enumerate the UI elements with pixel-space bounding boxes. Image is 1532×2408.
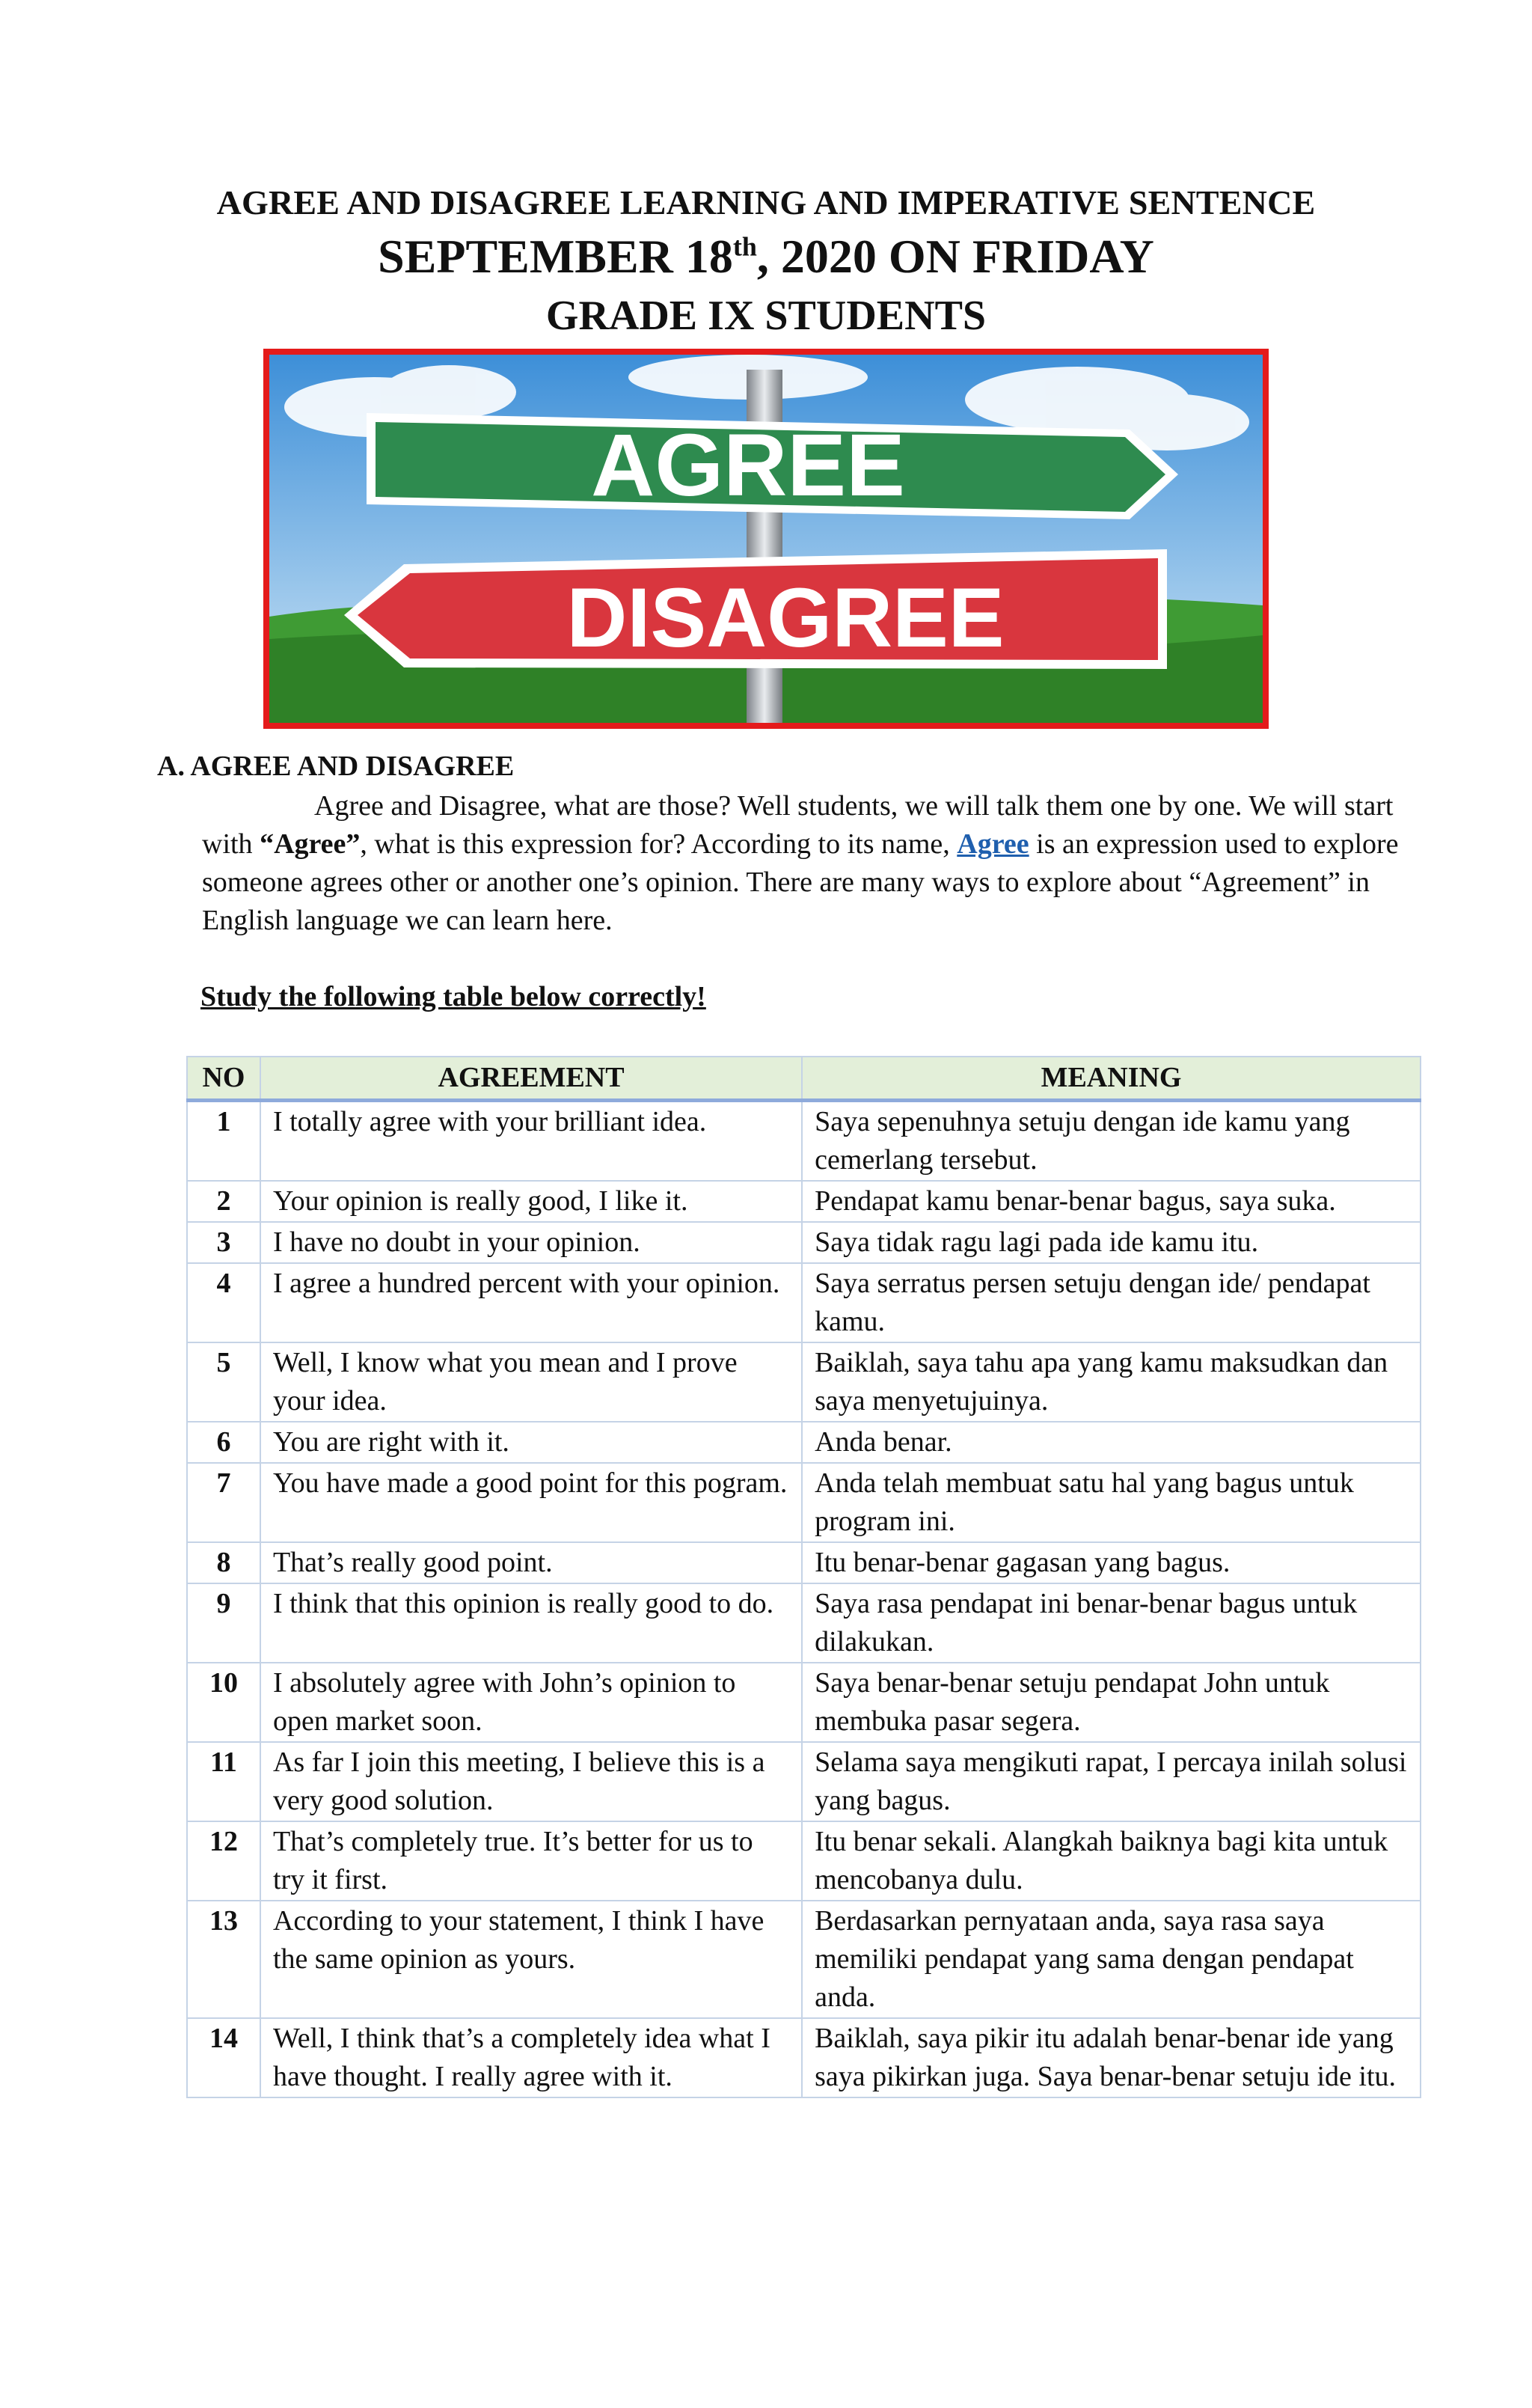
date-text: SEPTEMBER 18 [378,230,733,283]
cell-meaning: Saya sepenuhnya setuju dengan ide kamu yang cemerlang tersebut. [802,1101,1421,1182]
date-suffix: , 2020 ON FRIDAY [756,230,1154,283]
cell-no: 10 [187,1663,260,1742]
cell-agreement: I absolutely agree with John’s opinion to open market soon. [260,1663,802,1742]
document-title: AGREE AND DISAGREE LEARNING AND IMPERATIVE SENTENCE [216,183,1316,221]
cell-no: 6 [187,1422,260,1463]
cell-agreement: You are right with it. [260,1422,802,1463]
disagree-sign [344,549,1167,669]
cell-no: 14 [187,2018,260,2097]
table-row [187,1821,1421,1901]
section-heading: A. AGREE AND DISAGREE [157,751,515,782]
cell-meaning: Saya serratus persen setuju dengan ide/ pendapat kamu. [802,1263,1421,1342]
table-row [187,1342,1421,1422]
table-row [187,1742,1421,1821]
table-row [187,1463,1421,1542]
table-row [187,1583,1421,1663]
cell-agreement: I totally agree with your brilliant idea. [260,1101,802,1182]
cell-agreement: As far I join this meeting, I believe this is a very good solution. [260,1742,802,1821]
intro-text-2: , what is this expression for? According to its name, [360,828,958,860]
cell-no: 5 [187,1342,260,1422]
cell-agreement: You have made a good point for this pogram. [260,1463,802,1542]
cell-meaning: Anda benar. [802,1422,1421,1463]
table-header-row [187,1057,1421,1101]
cell-no: 4 [187,1263,260,1342]
cell-meaning: Pendapat kamu benar-benar bagus, saya suka. [802,1181,1421,1222]
agree-disagree-banner [263,349,1269,729]
agree-sign [367,413,1178,519]
header-no: NO [187,1057,260,1101]
cell-meaning: Berdasarkan pernyataan anda, saya rasa saya memiliki pendapat yang sama dengan pendapat anda. [802,1901,1421,2018]
agreement-table [186,1056,1421,2098]
cell-agreement: That’s really good point. [260,1542,802,1583]
cell-agreement: I think that this opinion is really good to do. [260,1583,802,1663]
cell-meaning: Selama saya mengikuti rapat, I percaya inilah solusi yang bagus. [802,1742,1421,1821]
intro-bold: “Agree” [260,828,361,860]
cell-meaning: Saya tidak ragu lagi pada ide kamu itu. [802,1222,1421,1263]
cell-no: 12 [187,1821,260,1901]
agree-link[interactable]: Agree [957,828,1029,860]
cell-no: 11 [187,1742,260,1821]
table-row [187,1222,1421,1263]
signpost-illustration [269,355,1263,723]
document-date [0,229,1532,284]
agree-sign-label: AGREE [591,416,905,515]
table-row [187,1101,1421,1182]
cell-meaning: Anda telah membuat satu hal yang bagus untuk program ini. [802,1463,1421,1542]
cell-no: 8 [187,1542,260,1583]
cell-meaning: Saya benar-benar setuju pendapat John untuk membuka pasar segera. [802,1663,1421,1742]
cell-meaning: Itu benar sekali. Alangkah baiknya bagi kita untuk mencobanya dulu. [802,1821,1421,1901]
cell-agreement: Well, I think that’s a completely idea what I have thought. I really agree with it. [260,2018,802,2097]
table-row [187,2018,1421,2097]
study-instruction: Study the following table below correctly! [200,981,706,1012]
table-row [187,1263,1421,1342]
table-row [187,1901,1421,2018]
cell-no: 3 [187,1222,260,1263]
cell-meaning: Baiklah, saya tahu apa yang kamu maksudkan dan saya menyetujuinya. [802,1342,1421,1422]
cell-no: 13 [187,1901,260,2018]
intro-paragraph [202,787,1414,940]
document-audience: GRADE IX STUDENTS [545,293,987,339]
disagree-sign-label: DISAGREE [566,571,1005,664]
table-row [187,1663,1421,1742]
cell-agreement: I agree a hundred percent with your opinion. [260,1263,802,1342]
cell-meaning: Saya rasa pendapat ini benar-benar bagus untuk dilakukan. [802,1583,1421,1663]
cell-no: 9 [187,1583,260,1663]
intro-text-3: is an expression used to explore someone agrees other or another one’s opinion. There are many ways to explore about “Agreement” in English language we can learn here. [202,828,1399,936]
header-agreement: AGREEMENT [260,1057,802,1101]
cell-no: 7 [187,1463,260,1542]
cell-agreement: Well, I know what you mean and I prove your idea. [260,1342,802,1422]
cell-agreement: I have no doubt in your opinion. [260,1222,802,1263]
table-row [187,1181,1421,1222]
cell-agreement: According to your statement, I think I have the same opinion as yours. [260,1901,802,2018]
cell-no: 1 [187,1101,260,1182]
cell-meaning: Itu benar-benar gagasan yang bagus. [802,1542,1421,1583]
cell-agreement: Your opinion is really good, I like it. [260,1181,802,1222]
header-meaning: MEANING [802,1057,1421,1101]
cell-no: 2 [187,1181,260,1222]
cell-meaning: Baiklah, saya pikir itu adalah benar-benar ide yang saya pikirkan juga. Saya benar-benar setuju ide itu. [802,2018,1421,2097]
date-ordinal: th [732,231,757,262]
table-row [187,1542,1421,1583]
table-row [187,1422,1421,1463]
intro-text-1: Agree and Disagree, what are those? Well students, we will talk them one by one. We will start with [202,790,1394,860]
cell-agreement: That’s completely true. It’s better for us to try it first. [260,1821,802,1901]
